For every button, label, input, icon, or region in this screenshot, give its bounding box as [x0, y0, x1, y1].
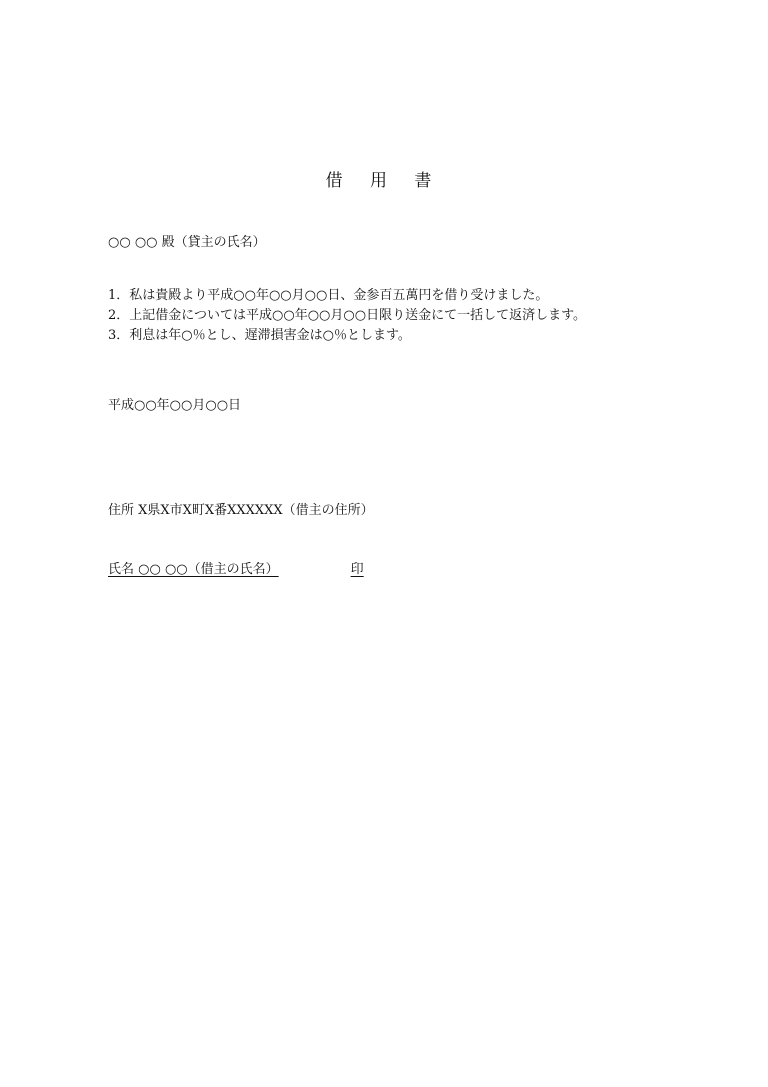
- clause-3: 3．利息は年○％とし、遅滞損害金は○％とします。: [108, 328, 411, 343]
- signature-blank: [279, 561, 351, 579]
- borrower-name: 氏名 ○○ ○○（借主の氏名）: [108, 562, 279, 577]
- borrower-signature-line: [108, 561, 364, 579]
- clause-2: 2．上記借金については平成○○年○○月○○日限り送金にて一括して返済します。: [108, 308, 587, 323]
- clause-1: 1．私は貴殿より平成○○年○○月○○日、金参百五萬円を借り受けました。: [108, 288, 549, 303]
- seal-mark: 印: [350, 562, 364, 577]
- addressee-line: ○○ ○○ 殿（貸主の氏名）: [108, 235, 266, 250]
- document-date: 平成○○年○○月○○日: [108, 398, 242, 413]
- borrower-address: 住所 X県X市X町X番XXXXXX（借主の住所）: [108, 503, 374, 518]
- document-title: 借 用 書: [325, 171, 443, 191]
- clause-list: [108, 287, 586, 347]
